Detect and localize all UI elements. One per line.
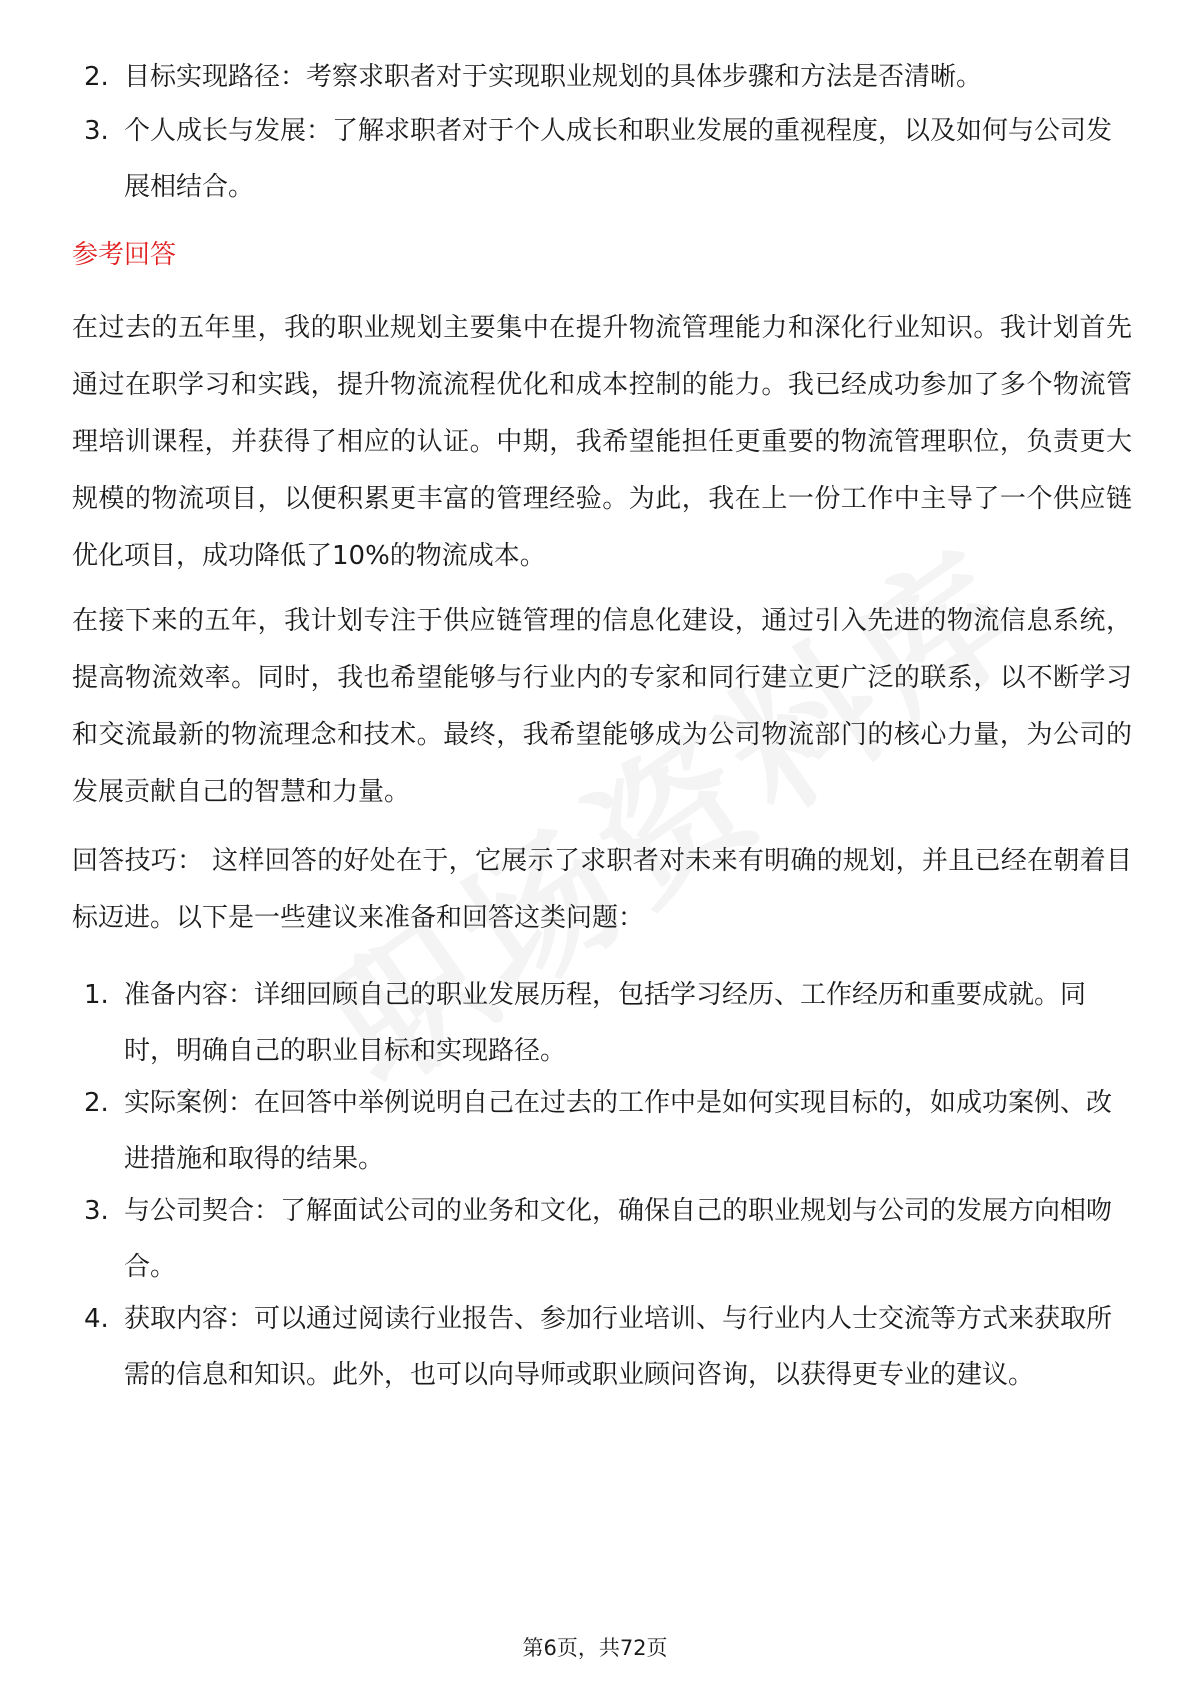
list-item-number: 4. — [84, 1304, 109, 1334]
list-item — [72, 1291, 1132, 1403]
list-item-text: 与公司契合：了解面试公司的业务和文化，确保自己的职业规划与公司的发展方向相吻合。 — [124, 1196, 1113, 1282]
list-item — [72, 49, 1132, 105]
list-item — [72, 103, 1132, 215]
list-item-text: 实际案例：在回答中举例说明自己在过去的工作中是如何实现目标的，如成功案例、改进措施和取得的结果。 — [124, 1088, 1113, 1174]
list-item-number: 1. — [84, 980, 109, 1010]
list-item-text: 准备内容：详细回顾自己的职业发展历程，包括学习经历、工作经历和重要成就。同时，明确自己的职业目标和实现路径。 — [124, 980, 1087, 1066]
list-item-text: 获取内容：可以通过阅读行业报告、参加行业培训、与行业内人士交流等方式来获取所需的信息和知识。此外，也可以向导师或职业顾问咨询，以获得更专业的建议。 — [124, 1304, 1113, 1390]
list-item-text: 目标实现路径：考察求职者对于实现职业规划的具体步骤和方法是否清晰。 — [124, 62, 983, 92]
list-item-number: 2. — [84, 1088, 109, 1118]
list-item — [72, 1183, 1132, 1295]
tips-intro-paragraph: 回答技巧： 这样回答的好处在于，它展示了求职者对未来有明确的规划，并且已经在朝着目标迈进。以下是一些建议来准备和回答这类问题： — [72, 846, 1132, 933]
list-item-number: 3. — [84, 116, 109, 146]
answer-paragraph: 在过去的五年里，我的职业规划主要集中在提升物流管理能力和深化行业知识。我计划首先通过在职学习和实践，提升物流流程优化和成本控制的能力。我已经成功参加了多个物流管理培训课程，并获得了相应的认证。中期，我希望能担任更重要的物流管理职位，负责更大规模的物流项目，以便积累更丰富的管理经验。为此，我在上一份工作中主导了一个供应链优化项目，成功降低了10%的物流成本。 — [72, 313, 1132, 571]
answer-paragraph: 在接下来的五年，我计划专注于供应链管理的信息化建设，通过引入先进的物流信息系统，提高物流效率。同时，我也希望能够与行业内的专家和同行建立更广泛的联系，以不断学习和交流最新的物流理念和技术。最终，我希望能够成为公司物流部门的核心力量，为公司的发展贡献自己的智慧和力量。 — [72, 606, 1132, 807]
list-item — [72, 967, 1132, 1079]
list-item-number: 2. — [84, 62, 109, 92]
list-item-number: 3. — [84, 1196, 109, 1226]
section-heading: 参考回答 — [72, 240, 177, 270]
list-item — [72, 1075, 1132, 1187]
page-number: 第6页，共72页 — [522, 1636, 668, 1660]
list-item-text: 个人成长与发展：了解求职者对于个人成长和职业发展的重视程度，以及如何与公司发展相结合。 — [124, 116, 1113, 202]
